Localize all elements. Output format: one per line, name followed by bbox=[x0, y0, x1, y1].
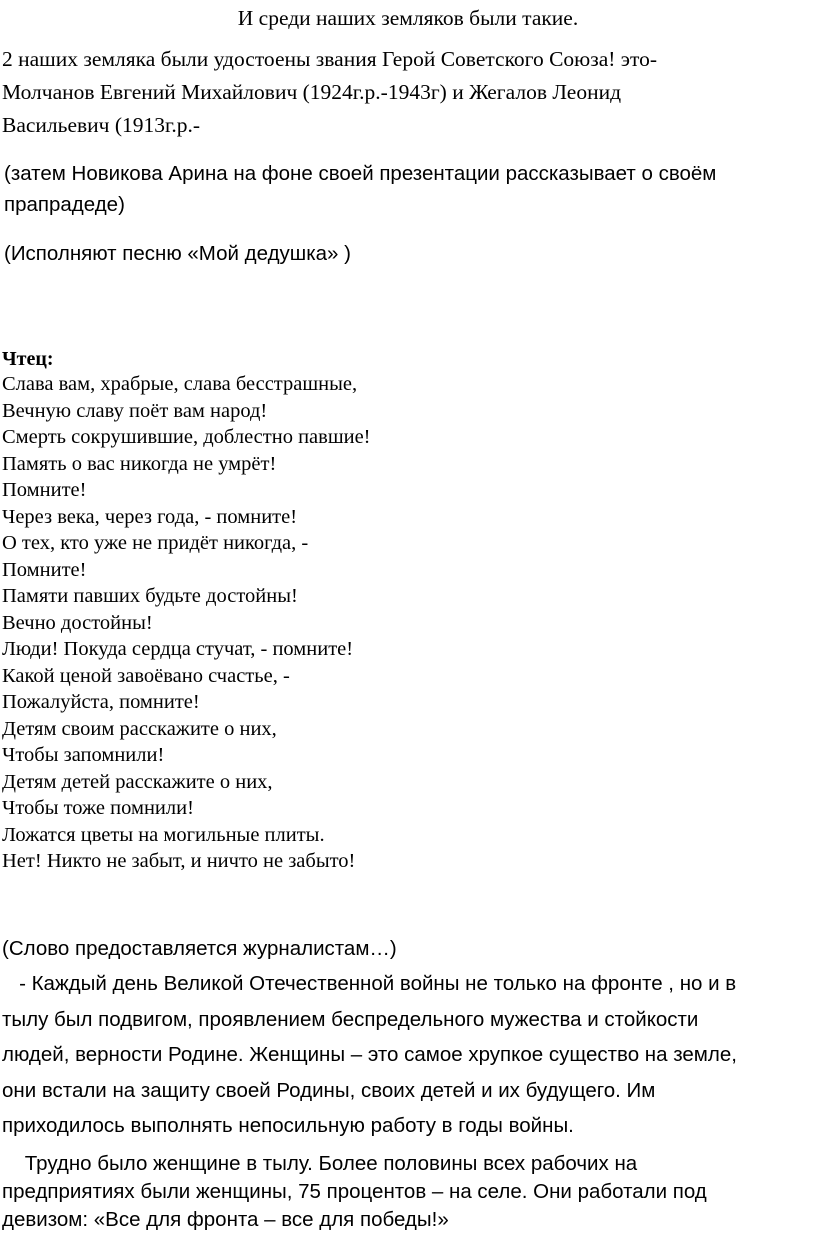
intro-line: Молчанов Евгений Михайлович (1924г.р.-1943г) и Жегалов Леонид bbox=[2, 80, 622, 104]
poem-line: Помните! bbox=[2, 479, 87, 501]
song-note: (Исполняют песню «Мой дедушка» ) bbox=[4, 242, 351, 265]
poem-line: Памяти павших будьте достойны! bbox=[2, 585, 298, 607]
paragraph-line: людей, верности Родине. Женщины – это самое хрупкое существо на земле, bbox=[2, 1043, 737, 1066]
paragraph-line: тылу был подвигом, проявлением беспредельного мужества и стойкости bbox=[2, 1007, 699, 1031]
poem-line: Помните! bbox=[2, 558, 87, 581]
poem bbox=[2, 371, 371, 875]
paragraph-line: приходилось выполнять непосильную работу в годы войны. bbox=[2, 1114, 574, 1137]
paragraph-line: Трудно было женщине в тылу. Более половины всех рабочих на bbox=[2, 1152, 638, 1175]
reader-label: Чтец: bbox=[2, 348, 54, 370]
presentation-note-line: прапрадеде) bbox=[4, 193, 125, 216]
paragraph-home-front bbox=[2, 966, 814, 1144]
poem-line: Через века, через года, - помните! bbox=[2, 505, 298, 528]
poem-line: Детям детей расскажите о них, bbox=[2, 770, 273, 793]
paragraph-line: - Каждый день Великой Отечественной войны не только на фронте , но и в bbox=[2, 972, 737, 995]
poem-line: Нет! Никто не забыт, и ничто не забыто! bbox=[2, 850, 356, 872]
poem-line: Чтобы запомнили! bbox=[2, 744, 165, 766]
presentation-note bbox=[4, 158, 804, 220]
paragraph-line: предприятиях были женщины, 75 процентов – на селе. Они работали под bbox=[2, 1180, 707, 1203]
paragraph-women-workers bbox=[2, 1150, 814, 1234]
intro-paragraph bbox=[2, 43, 802, 142]
poem-line: Люди! Покуда сердца стучат, - помните! bbox=[2, 638, 354, 660]
paragraph-line: девизом: «Все для фронта – все для победы!» bbox=[2, 1208, 449, 1231]
intro-line: Васильевич (1913г.р.- bbox=[2, 113, 201, 137]
journalists-note: (Слово предоставляется журналистам…) bbox=[2, 937, 397, 960]
poem-line: О тех, кто уже не придёт никогда, - bbox=[2, 532, 309, 554]
page-title: И среди наших земляков были такие. bbox=[237, 6, 579, 30]
poem-line: Детям своим расскажите о них, bbox=[2, 717, 277, 740]
poem-line: Слава вам, храбрые, слава бесстрашные, bbox=[2, 373, 358, 395]
intro-line: 2 наших земляка были удостоены звания Герой Советского Союза! это- bbox=[2, 47, 658, 71]
poem-line: Вечную славу поёт вам народ! bbox=[2, 399, 268, 422]
poem-line: Вечно достойны! bbox=[2, 611, 153, 634]
presentation-note-line: (затем Новикова Арина на фоне своей презентации рассказывает о своём bbox=[4, 162, 717, 185]
poem-line: Память о вас никогда не умрёт! bbox=[2, 452, 277, 475]
poem-line: Пожалуйста, помните! bbox=[2, 691, 200, 713]
poem-line: Чтобы тоже помнили! bbox=[2, 797, 194, 819]
poem-line: Ложатся цветы на могильные плиты. bbox=[2, 823, 325, 846]
poem-line: Какой ценой завоёвано счастье, - bbox=[2, 664, 290, 687]
paragraph-line: они встали на защиту своей Родины, своих детей и их будущего. Им bbox=[2, 1078, 656, 1102]
poem-line: Смерть сокрушившие, доблестно павшие! bbox=[2, 426, 371, 448]
